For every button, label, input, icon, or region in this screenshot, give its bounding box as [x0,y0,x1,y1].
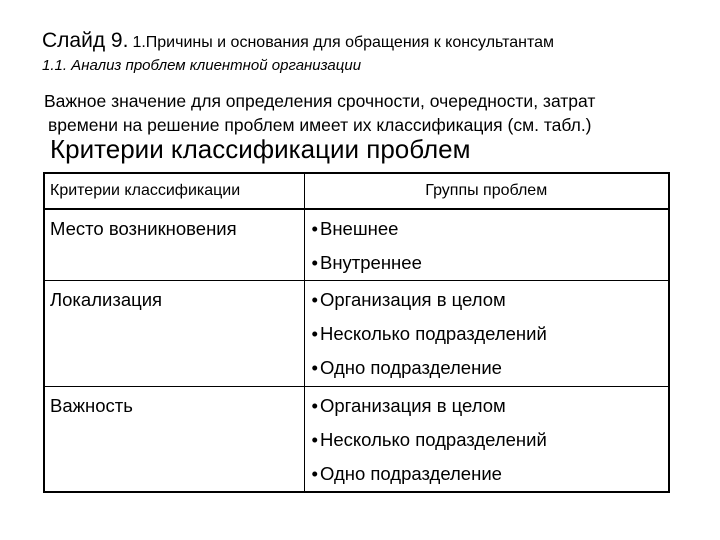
list-item: • Организация в целом [312,389,669,423]
table-title: Критерии классификации проблем [50,134,471,164]
criterion-cell: Место возникновения [44,209,304,281]
criterion-cell: Важность [44,387,304,493]
list-item: • Организация в целом [312,283,669,317]
table-header-row [44,173,669,209]
table-row [44,281,669,387]
groups-list [312,212,669,280]
slide-header [42,29,554,53]
intro-line: Важное значение для определения срочности, очередности, затрат [44,91,596,111]
slide-number: Слайд 9. [42,29,129,52]
groups-cell [304,281,669,387]
list-item: • Внешнее [312,212,669,246]
table-header-criteria: Критерии классификации [44,173,304,209]
groups-list [312,389,669,491]
criterion-cell: Локализация [44,281,304,387]
groups-cell [304,209,669,281]
intro-paragraph [44,89,595,137]
list-item: • Несколько подразделений [312,423,669,457]
list-item: • Одно подразделение [312,351,669,385]
classification-table [43,172,670,493]
table-row [44,387,669,493]
list-item: • Несколько подразделений [312,317,669,351]
groups-cell [304,387,669,493]
groups-list [312,283,669,385]
table-row [44,209,669,281]
slide-heading: 1.Причины и основания для обращения к консультантам [132,34,555,51]
list-item: • Одно подразделение [312,457,669,491]
list-item: • Внутреннее [312,246,669,280]
intro-line: времени на решение проблем имеет их классификация (см. табл.) [48,115,592,135]
slide-subheading: 1.1. Анализ проблем клиентной организации [42,57,362,74]
table-header-groups: Группы проблем [304,173,669,209]
